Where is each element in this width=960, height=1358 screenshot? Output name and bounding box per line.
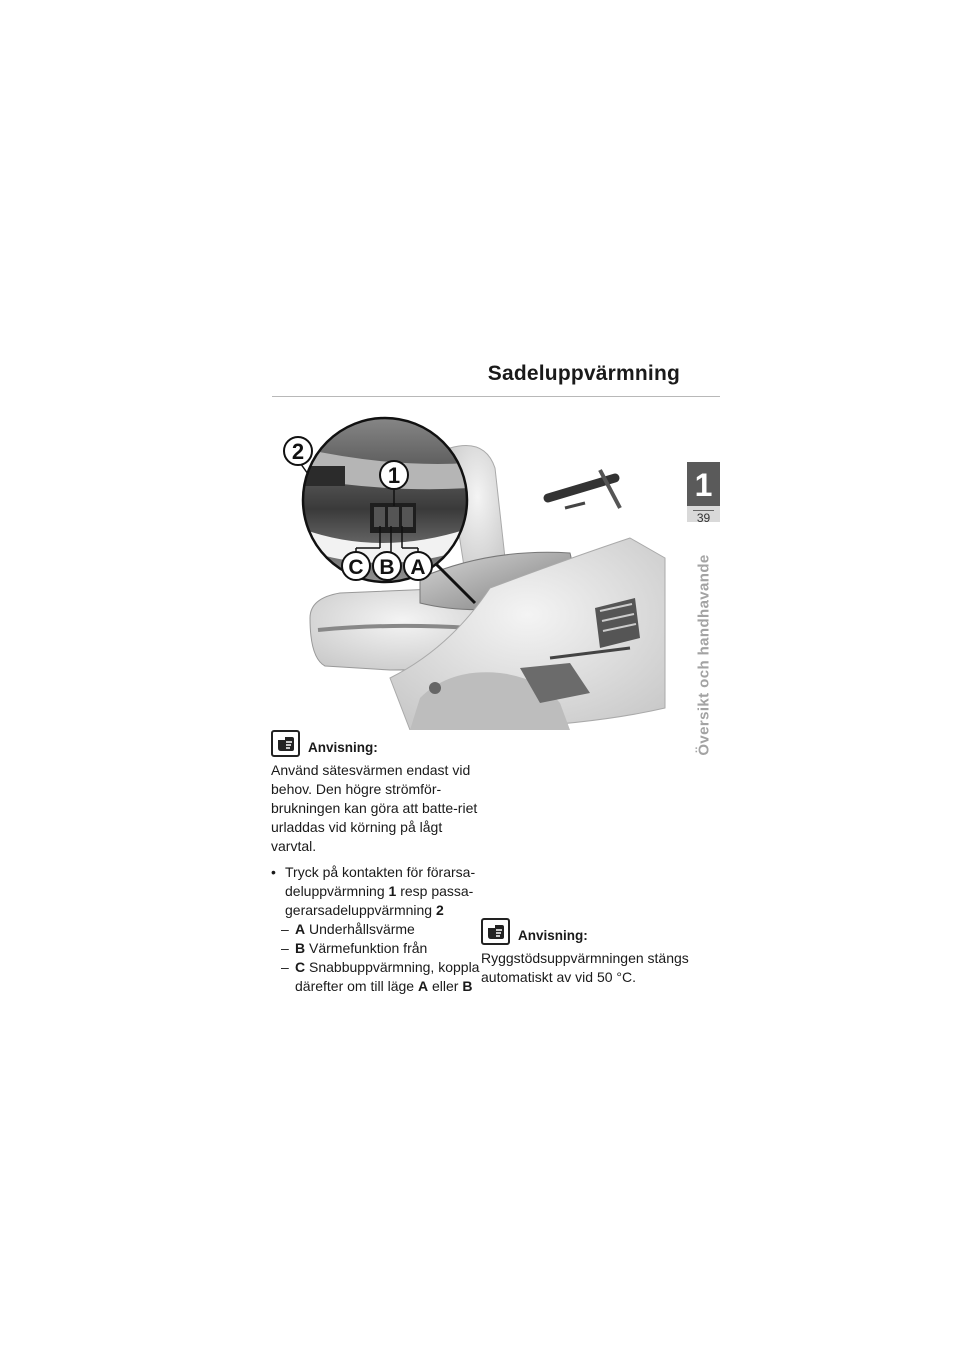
svg-text:C: C xyxy=(348,556,364,579)
pointing-hand-note-icon xyxy=(271,730,300,757)
page-number: 39 xyxy=(696,511,711,525)
page-title: Sadeluppvärmning xyxy=(487,362,680,385)
title-divider xyxy=(272,396,720,397)
callout-c xyxy=(342,552,370,580)
instructions xyxy=(271,863,486,996)
svg-text:A: A xyxy=(410,556,426,579)
note-1 xyxy=(271,730,481,856)
section-side-title: Översikt och handhavande xyxy=(695,554,713,756)
note-1-heading: Anvisning: xyxy=(308,740,378,755)
chapter-tab xyxy=(687,462,720,525)
callout-b xyxy=(373,552,401,580)
note-2 xyxy=(481,918,691,987)
list-item: – A Underhållsvärme xyxy=(281,921,415,937)
list-item: – B Värmefunktion från xyxy=(281,940,428,956)
list-item: • Tryck på kontakten för förarsa-deluppvärmning 1 resp passa-gerarsadeluppvärmning 2 xyxy=(271,864,476,918)
chapter-number: 1 xyxy=(687,462,720,506)
note-2-body: Ryggstödsuppvärmningen stängs automatiskt av vid 50 °C. xyxy=(481,950,689,985)
svg-text:B: B xyxy=(379,556,395,579)
callout-a xyxy=(404,552,432,580)
svg-text:2: 2 xyxy=(291,439,305,464)
note-2-heading: Anvisning: xyxy=(518,928,588,943)
list-item: – C Snabbuppvärmning, koppla därefter om till läge A eller B xyxy=(281,959,480,994)
callout-1 xyxy=(380,461,408,489)
callout-2 xyxy=(284,437,312,465)
pointing-hand-note-icon xyxy=(481,918,510,945)
note-1-body: Använd sätesvärmen endast vid behov. Den högre strömför-brukningen kan göra att batte-riet urladdas vid körning på lågt varvtal. xyxy=(271,762,478,854)
svg-text:1: 1 xyxy=(387,463,401,488)
seat-heating-illustration xyxy=(270,408,670,730)
